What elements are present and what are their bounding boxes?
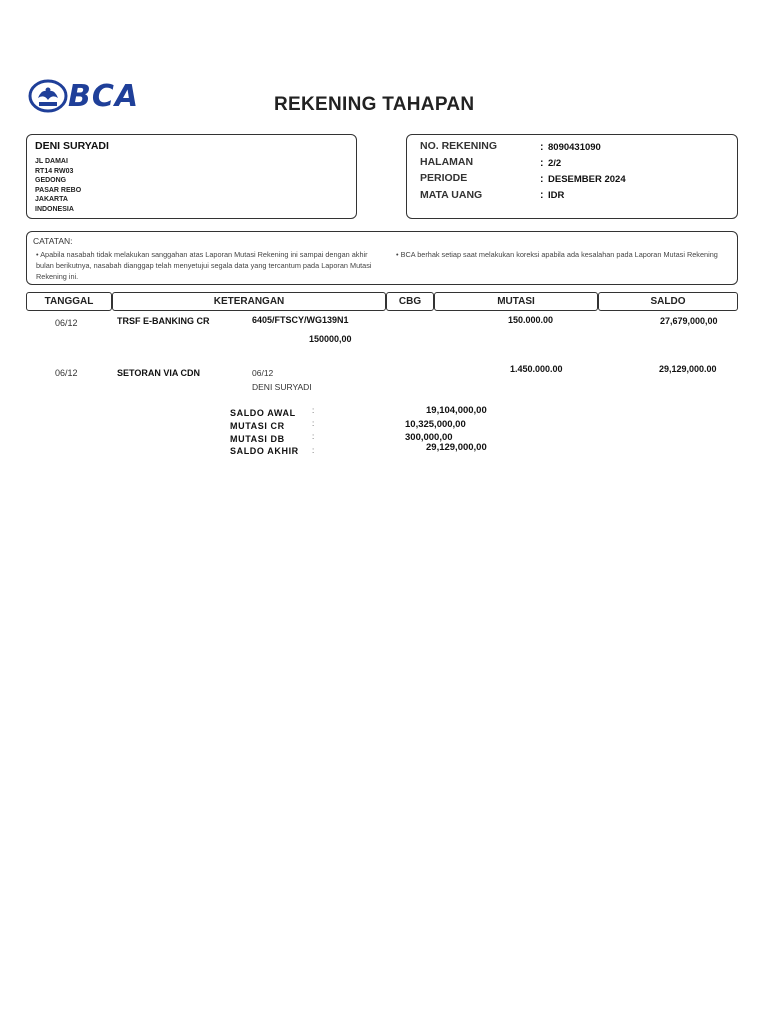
header-saldo: SALDO — [598, 292, 738, 311]
row-reference: 6405/FTSCY/WG139N1 — [252, 315, 349, 325]
period-label: PERIODE — [420, 172, 468, 184]
colon: : — [540, 173, 544, 185]
summary-label: MUTASI DB — [230, 434, 285, 444]
page-value: 2/2 — [548, 158, 562, 169]
colon: : — [540, 141, 544, 153]
row-date: 06/12 — [55, 368, 78, 378]
currency-label: MATA UANG — [420, 189, 483, 201]
bank-name: BCA — [68, 79, 140, 114]
row-saldo: 27,679,000,00 — [660, 316, 718, 326]
row-reference: 06/12 — [252, 368, 274, 378]
address-line: JAKARTA — [35, 196, 68, 203]
row-description: TRSF E-BANKING CR — [117, 316, 210, 326]
row-mutasi: 150.000.00 — [508, 315, 554, 325]
row-description: SETORAN VIA CDN — [117, 368, 201, 378]
summary-label: SALDO AKHIR — [230, 446, 299, 456]
header-tanggal: TANGGAL — [26, 292, 112, 311]
document-title: REKENING TAHAPAN — [274, 94, 475, 115]
row-reference-amount: 150000,00 — [309, 334, 352, 344]
summary-label: SALDO AWAL — [230, 408, 296, 418]
header-keterangan: KETERANGAN — [112, 292, 386, 311]
page-label: HALAMAN — [420, 156, 474, 168]
row-date: 06/12 — [55, 318, 78, 328]
header-mutasi: MUTASI — [434, 292, 598, 311]
period-value: DESEMBER 2024 — [548, 174, 626, 185]
colon: : — [540, 157, 544, 169]
row-reference-name: DENI SURYADI — [252, 382, 312, 392]
currency-value: IDR — [548, 190, 565, 201]
address-line: RT14 RW03 — [35, 167, 74, 175]
colon: : — [312, 406, 315, 415]
address-line: GEDONG — [35, 177, 67, 184]
address-line: JL DAMAI — [35, 158, 68, 165]
account-number-value: 8090431090 — [548, 142, 601, 153]
summary-value: 300,000,00 — [405, 432, 453, 443]
address-line: INDONESIA — [35, 205, 74, 213]
colon: : — [312, 419, 315, 428]
row-mutasi: 1.450.000.00 — [510, 364, 563, 374]
header-cbg: CBG — [386, 292, 434, 311]
colon: : — [312, 432, 315, 441]
summary-value: 29,129,000,00 — [426, 442, 487, 453]
summary-value: 10,325,000,00 — [405, 419, 466, 430]
colon: : — [312, 446, 315, 455]
summary-value: 19,104,000,00 — [426, 405, 487, 416]
note-left: • Apabila nasabah tidak melakukan sanggahan atas Laporan Mutasi Rekening ini sampai dengan akhir bulan berikutnya, nasabah dianggap telah menyetujui segala data yang tercantum pada Laporan Mutasi Rekening ini. — [36, 250, 372, 281]
colon: : — [540, 189, 544, 201]
note-right-text: BCA berhak setiap saat melakukan koreksi apabila ada kesalahan pada Laporan Mutasi Rekening — [400, 250, 718, 259]
summary-label: MUTASI CR — [230, 421, 285, 431]
account-number-label: NO. REKENING — [420, 140, 498, 152]
note-right: • BCA berhak setiap saat melakukan koreksi apabila ada kesalahan pada Laporan Mutasi Rekening — [396, 250, 718, 259]
address-line: PASAR REBO — [35, 186, 82, 194]
note-left-text: Apabila nasabah tidak melakukan sanggahan atas Laporan Mutasi Rekening ini sampai dengan akhir bulan berikutnya, nasabah dianggap telah menyetujui segala data yang tercantum pada Laporan Mutasi Rekening ini. — [36, 250, 372, 281]
customer-name: DENI SURYADI — [35, 140, 109, 152]
notes-title: CATATAN: — [33, 236, 73, 246]
row-saldo: 29,129,000.00 — [659, 364, 717, 374]
